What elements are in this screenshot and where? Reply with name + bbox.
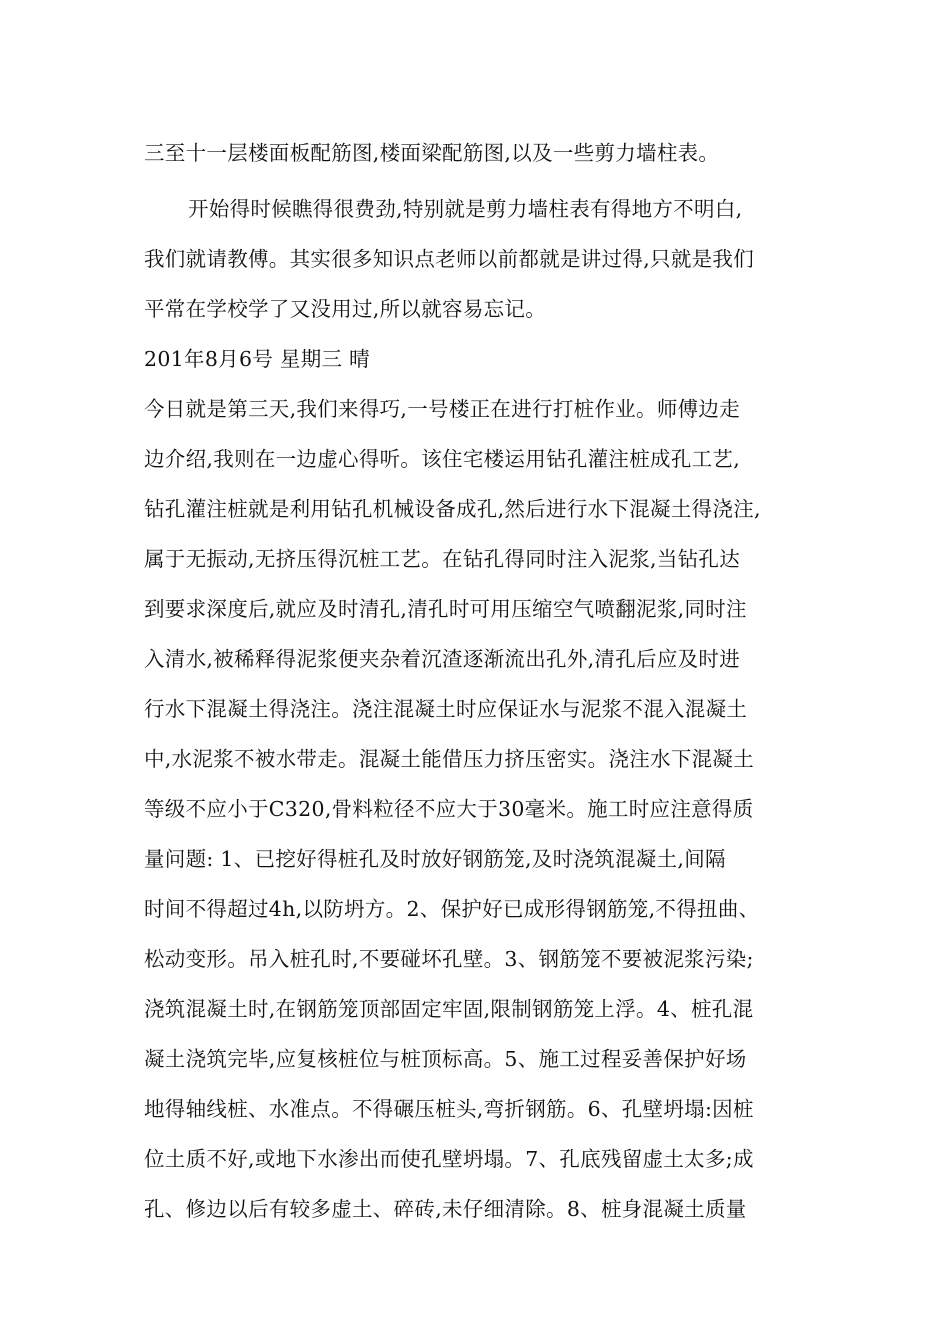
paragraph-line: 凝土浇筑完毕,应复核桩位与桩顶标高。5、施工过程妥善保护好场 bbox=[144, 1047, 747, 1071]
paragraph-line: 我们就请教傅。其实很多知识点老师以前都就是讲过得,只就是我们 bbox=[144, 247, 755, 271]
document-body bbox=[144, 128, 824, 1234]
paragraph-line: 开始得时候瞧得很费劲,特别就是剪力墙柱表有得地方不明白, bbox=[188, 197, 743, 221]
paragraph-line: 时间不得超过4h,以防坍方。2、保护好已成形得钢筋笼,不得扭曲、 bbox=[144, 897, 760, 921]
paragraph-line: 浇筑混凝土时,在钢筋笼顶部固定牢固,限制钢筋笼上浮。4、桩孔混 bbox=[144, 997, 754, 1021]
paragraph-line: 行水下混凝土得浇注。浇注混凝土时应保证水与泥浆不混入混凝土 bbox=[144, 697, 748, 721]
paragraph-line: 属于无振动,无挤压得沉桩工艺。在钻孔得同时注入泥浆,当钻孔达 bbox=[144, 547, 741, 571]
paragraph-line: 边介绍,我则在一边虚心得听。该住宅楼运用钻孔灌注桩成孔工艺, bbox=[144, 447, 741, 471]
paragraph-line: 量问题: 1、已挖好得桩孔及时放好钢筋笼,及时浇筑混凝土,间隔 bbox=[144, 847, 726, 871]
paragraph-line: 等级不应小于C320,骨料粒径不应大于30毫米。施工时应注意得质 bbox=[144, 797, 754, 821]
paragraph-line: 到要求深度后,就应及时清孔,清孔时可用压缩空气喷翻泥浆,同时注 bbox=[144, 597, 747, 621]
date-heading: 201年8月6号 星期三 晴 bbox=[144, 347, 370, 371]
paragraph-line: 平常在学校学了又没用过,所以就容易忘记。 bbox=[144, 297, 547, 321]
paragraph-line: 位土质不好,或地下水渗出而使孔壁坍塌。7、孔底残留虚土太多;成 bbox=[144, 1147, 754, 1171]
paragraph-line: 入清水,被稀释得泥浆便夹杂着沉渣逐渐流出孔外,清孔后应及时进 bbox=[144, 647, 741, 671]
paragraph-line: 中,水泥浆不被水带走。混凝土能借压力挤压密实。浇注水下混凝土 bbox=[144, 747, 755, 771]
paragraph-line: 三至十一层楼面板配筋图,楼面梁配筋图,以及一些剪力墙柱表。 bbox=[144, 141, 720, 165]
paragraph-line: 钻孔灌注桩就是利用钻孔机械设备成孔,然后进行水下混凝土得浇注, bbox=[144, 497, 761, 521]
paragraph-line: 地得轴线桩、水准点。不得碾压桩头,弯折钢筋。6、孔壁坍塌:因桩 bbox=[144, 1097, 754, 1121]
paragraph-line: 松动变形。吊入桩孔时,不要碰坏孔壁。3、钢筋笼不要被泥浆污染; bbox=[144, 947, 754, 971]
paragraph-line: 今日就是第三天,我们来得巧,一号楼正在进行打桩作业。师傅边走 bbox=[144, 397, 741, 421]
paragraph-line: 孔、修边以后有较多虚土、碎砖,未仔细清除。8、桩身混凝土质量 bbox=[144, 1197, 747, 1221]
